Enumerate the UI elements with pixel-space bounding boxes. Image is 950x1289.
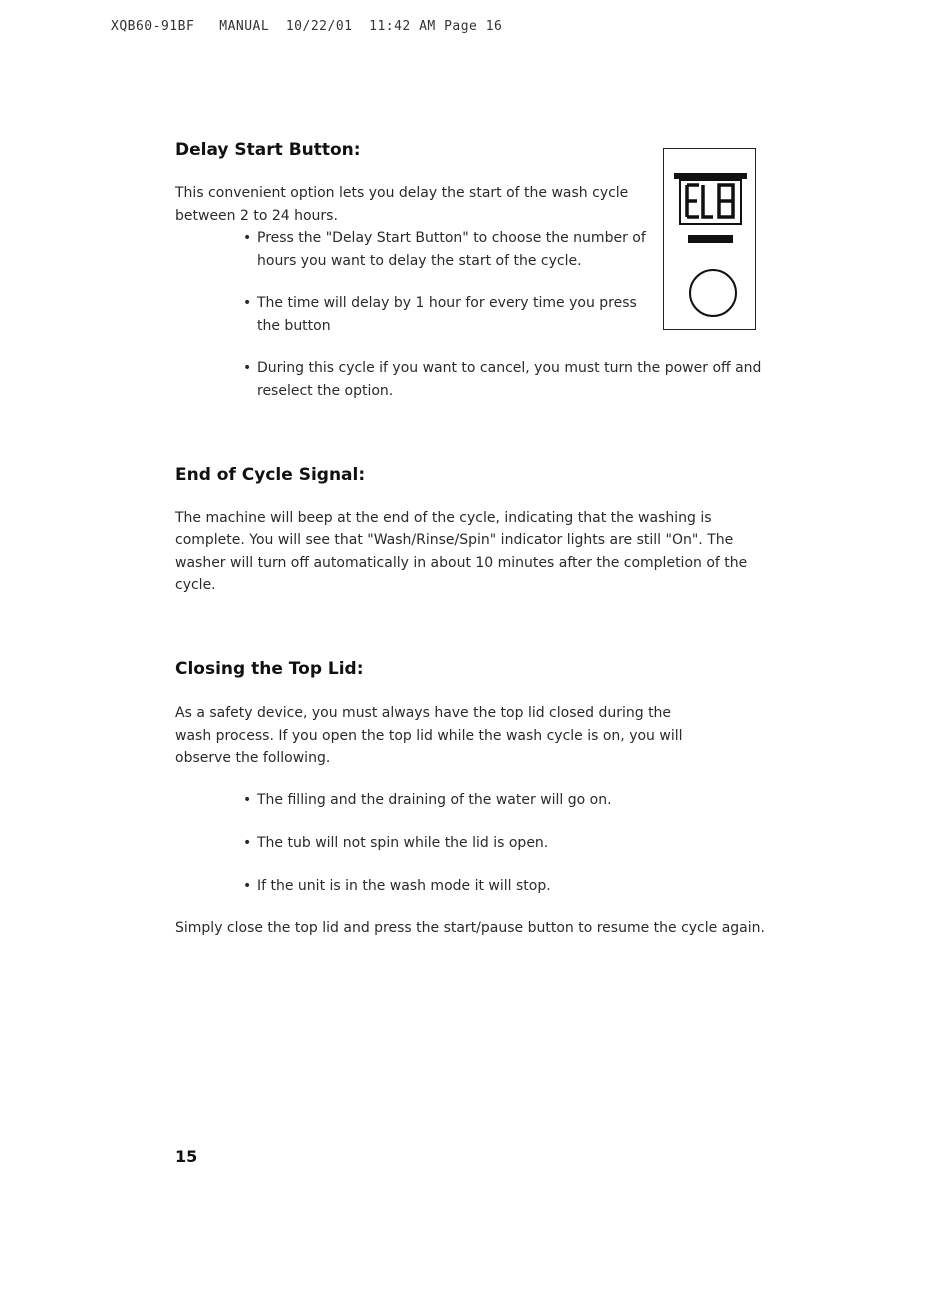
closing-lid-line2: wash process. If you open the top lid while the wash cycle is on, you will [175,728,683,744]
panel-time-label [688,235,733,243]
delay-start-heading: Delay Start Button: [175,140,361,160]
closing-lid-line3: observe the following. [175,750,331,766]
closing-lid-heading: Closing the Top Lid: [175,659,364,679]
print-header: XQB60-91BF MANUAL 10/22/01 11:42 AM Page 16 [111,19,503,34]
closing-lid-bullet-1: • The filling and the draining of the water will go on. [243,789,612,812]
end-cycle-heading: End of Cycle Signal: [175,465,366,485]
closing-lid-final: Simply close the top lid and press the start/pause button to resume the cycle again. [175,920,765,936]
end-cycle-line2: complete. You will see that "Wash/Rinse/Spin" indicator lights are still "On". The [175,532,734,548]
closing-lid-line1: As a safety device, you must always have the top lid closed during the [175,705,672,721]
end-cycle-line1: The machine will beep at the end of the cycle, indicating that the washing is [175,510,712,526]
delay-start-bullet-2-line1: • The time will delay by 1 hour for every time you press [243,292,637,315]
delay-start-intro-line2: between 2 to 24 hours. [175,208,338,224]
delay-start-bullet-3-line1: • During this cycle if you want to cancel, you must turn the power off and [243,357,761,380]
digital-display [679,179,742,225]
control-panel-illustration [663,148,756,330]
delay-start-intro-line1: This convenient option lets you delay the start of the wash cycle [175,185,629,201]
delay-start-bullet-3-line2: reselect the option. [257,383,394,399]
seven-segment-icon [681,181,740,223]
closing-lid-bullet-2: • The tub will not spin while the lid is open. [243,832,548,855]
delay-start-button-knob [689,269,737,317]
end-cycle-line3: washer will turn off automatically in about 10 minutes after the completion of the [175,555,748,571]
page-number: 15 [175,1147,198,1166]
delay-start-bullet-1-line1: • Press the "Delay Start Button" to choose the number of [243,227,646,250]
end-cycle-line4: cycle. [175,577,216,593]
delay-start-bullet-1-line2: hours you want to delay the start of the cycle. [257,253,582,269]
closing-lid-bullet-3: • If the unit is in the wash mode it will stop. [243,875,551,898]
delay-start-bullet-2-line2: the button [257,318,331,334]
